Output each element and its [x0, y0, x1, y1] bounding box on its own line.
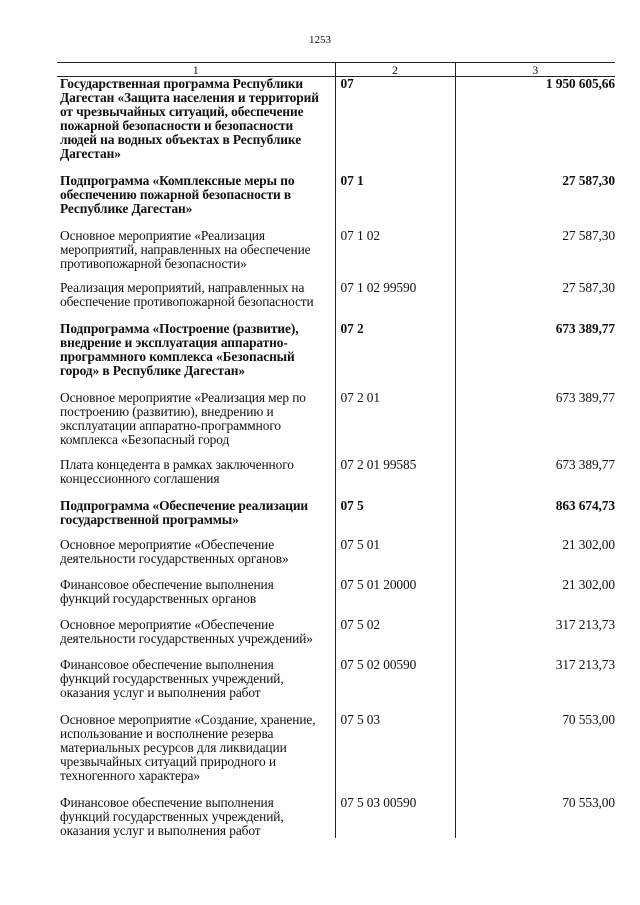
column-header-1: 1 [57, 63, 335, 77]
row-name: Финансовое обеспечение выполнения функций государственных учреждений, оказания услуг и выполнения работ [60, 795, 284, 838]
table-row [57, 606, 615, 646]
column-header-2: 2 [335, 63, 455, 77]
row-name: Государственная программа Республики Дагестан «Защита населения и территорий от чрезвычайных ситуаций, обеспечение пожарной безопасности и безопасности людей на водных объектах в Республике Дагестан» [60, 76, 319, 161]
row-code: 07 1 [335, 161, 455, 216]
table-row [57, 161, 615, 216]
row-amount: 27 587,30 [455, 161, 615, 216]
row-amount: 673 389,77 [455, 378, 615, 447]
row-code: 07 2 [335, 309, 455, 378]
table-body [57, 77, 615, 839]
row-code: 07 5 01 [335, 527, 455, 566]
row-name: Финансовое обеспечение выполнения функций государственных учреждений, оказания услуг и выполнения работ [60, 657, 284, 700]
row-name: Подпрограмма «Построение (развитие), внедрение и эксплуатация аппаратно-программного комплекса «Безопасный город» в Республике Дагестан» [60, 321, 299, 378]
table-row [57, 378, 615, 447]
row-code: 07 5 03 00590 [335, 783, 455, 838]
row-name: Основное мероприятие «Создание, хранение, использование и восполнение резерва материальных ресурсов для ликвидации чрезвычайных ситуаций природного и техногенного характера» [60, 712, 316, 783]
row-name: Финансовое обеспечение выполнения функций государственных органов [60, 577, 274, 606]
row-amount: 317 213,73 [455, 606, 615, 646]
row-name: Основное мероприятие «Реализация мер по построению (развитию), внедрению и эксплуатации аппаратно-программного комплекса «Безопасный город [60, 390, 306, 447]
row-amount: 70 553,00 [455, 783, 615, 838]
row-code: 07 5 03 [335, 700, 455, 783]
table-header-row [57, 63, 615, 77]
row-name: Подпрограмма «Обеспечение реализации государственной программы» [60, 498, 309, 527]
row-code: 07 [335, 77, 455, 162]
row-code: 07 5 02 [335, 606, 455, 646]
row-amount: 673 389,77 [455, 309, 615, 378]
table-row [57, 77, 615, 162]
row-amount: 1 950 605,66 [455, 77, 615, 162]
row-code: 07 5 02 00590 [335, 646, 455, 700]
row-name: Реализация мероприятий, направленных на обеспечение противопожарной безопасности [60, 280, 314, 309]
table-row [57, 486, 615, 527]
row-name: Основное мероприятие «Реализация мероприятий, направленных на обеспечение противопожарной безопасности» [60, 228, 311, 271]
table-row [57, 700, 615, 783]
table-row [57, 447, 615, 486]
table-row [57, 783, 615, 838]
row-amount: 27 587,30 [455, 271, 615, 309]
page-number: 1253 [309, 34, 331, 46]
table-row [57, 271, 615, 309]
row-code: 07 5 01 20000 [335, 566, 455, 606]
row-amount: 27 587,30 [455, 216, 615, 271]
row-amount: 317 213,73 [455, 646, 615, 700]
row-name: Плата концедента в рамках заключенного концессионного соглашения [60, 457, 294, 486]
table-row [57, 646, 615, 700]
row-name: Основное мероприятие «Обеспечение деятельности государственных учреждений» [60, 617, 313, 646]
row-name: Подпрограмма «Комплексные меры по обеспечению пожарной безопасности в Республике Дагестан» [60, 173, 295, 216]
table-row [57, 309, 615, 378]
row-code: 07 1 02 [335, 216, 455, 271]
row-amount: 21 302,00 [455, 566, 615, 606]
row-amount: 673 389,77 [455, 447, 615, 486]
budget-table [57, 62, 615, 838]
table-row [57, 527, 615, 566]
row-name: Основное мероприятие «Обеспечение деятельности государственных органов» [60, 537, 289, 566]
row-code: 07 2 01 99585 [335, 447, 455, 486]
row-code: 07 2 01 [335, 378, 455, 447]
row-amount: 21 302,00 [455, 527, 615, 566]
row-code: 07 5 [335, 486, 455, 527]
row-amount: 70 553,00 [455, 700, 615, 783]
column-header-3: 3 [455, 63, 615, 77]
table-row [57, 566, 615, 606]
table-row [57, 216, 615, 271]
row-code: 07 1 02 99590 [335, 271, 455, 309]
row-amount: 863 674,73 [455, 486, 615, 527]
